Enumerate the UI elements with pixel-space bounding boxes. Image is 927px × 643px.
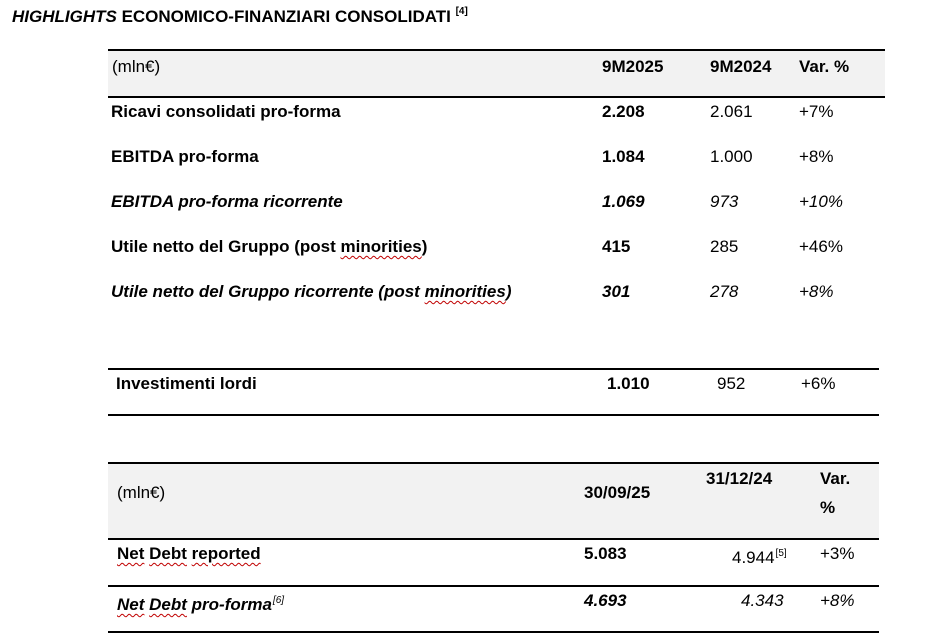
row-label: [111, 282, 512, 302]
capex-current: 1.010: [607, 374, 650, 393]
row-var: +10%: [799, 192, 843, 211]
row-label: [117, 544, 261, 564]
debt-table-col-var-line2: %: [820, 498, 836, 517]
row-current: 415: [602, 237, 631, 256]
row-previous-footnote: [5]: [775, 548, 787, 559]
row-var: +7%: [799, 102, 834, 121]
debt-table-header-rule: [108, 538, 879, 540]
row-var: +8%: [799, 147, 834, 166]
row-label-pre: Utile netto del Gruppo (post: [111, 237, 341, 256]
row-previous: 973: [710, 192, 739, 211]
row-label-footnote: [6]: [272, 595, 285, 606]
row-current: 1.069: [602, 192, 645, 211]
row-previous: 285: [710, 237, 739, 256]
row-previous: 4.343: [741, 591, 784, 610]
row-current: 301: [602, 282, 631, 301]
capex-table-bottom-rule: [108, 414, 879, 416]
row-current: 2.208: [602, 102, 645, 121]
row-label-pre: Utile netto del Gruppo ricorrente (post: [111, 282, 425, 301]
row-var: +8%: [820, 591, 855, 610]
row-label-mark: minorities: [424, 282, 506, 301]
row-label: EBITDA pro-forma ricorrente: [111, 192, 343, 211]
debt-table-bottom-rule: [108, 631, 879, 633]
income-table-col-var: Var. %: [799, 57, 850, 76]
row-var: +3%: [820, 544, 855, 563]
capex-var: +6%: [801, 374, 836, 393]
debt-table-col-previous: 31/12/24: [706, 469, 773, 488]
income-table-col-current: 9M2025: [602, 57, 664, 76]
row-current: 1.084: [602, 147, 645, 166]
row-label: [111, 237, 427, 257]
row-current: 5.083: [584, 544, 627, 563]
page-title-footnote: [4]: [455, 6, 468, 17]
row-previous: 1.000: [710, 147, 753, 166]
debt-table-unit: (mln€): [117, 483, 166, 502]
debt-table-col-var-line1: Var.: [820, 469, 851, 488]
capex-label: Investimenti lordi: [116, 374, 257, 393]
capex-previous: 952: [717, 374, 746, 393]
row-var: +46%: [799, 237, 843, 256]
row-label: EBITDA pro-forma: [111, 147, 259, 166]
row-label-post: ): [505, 282, 512, 301]
income-table-header-rule: [108, 96, 885, 98]
debt-table-top-rule: [108, 462, 879, 464]
page-title-italic: HIGHLIGHTS: [12, 7, 117, 26]
row-previous: [732, 544, 787, 568]
row-label: [117, 591, 284, 615]
income-table-unit: (mln€): [112, 57, 161, 76]
page-title-rest: ECONOMICO-FINANZIARI CONSOLIDATI: [116, 7, 456, 26]
row-label-c: pro-forma: [186, 595, 272, 614]
row-var: +8%: [799, 282, 834, 301]
row-label-b: Debt: [149, 595, 187, 614]
row-label-mark: minorities: [340, 237, 422, 256]
row-label-c: reported: [191, 544, 261, 563]
income-table-col-previous: 9M2024: [710, 57, 772, 76]
row-current: 4.693: [584, 591, 627, 610]
debt-table-col-current: 30/09/25: [584, 483, 651, 502]
row-label-a: Net: [117, 544, 145, 563]
income-table-top-rule: [108, 49, 885, 51]
capex-table-top-rule: [108, 368, 879, 370]
row-previous: 278: [710, 282, 739, 301]
row-label-post: ): [421, 237, 428, 256]
row-previous-value: 4.944: [732, 548, 775, 567]
row-previous: 2.061: [710, 102, 753, 121]
row-label-a: Net: [117, 595, 145, 614]
page-title: [12, 6, 468, 27]
debt-table-row-rule: [108, 585, 879, 587]
row-label-b: Debt: [149, 544, 187, 563]
row-label: Ricavi consolidati pro-forma: [111, 102, 341, 121]
